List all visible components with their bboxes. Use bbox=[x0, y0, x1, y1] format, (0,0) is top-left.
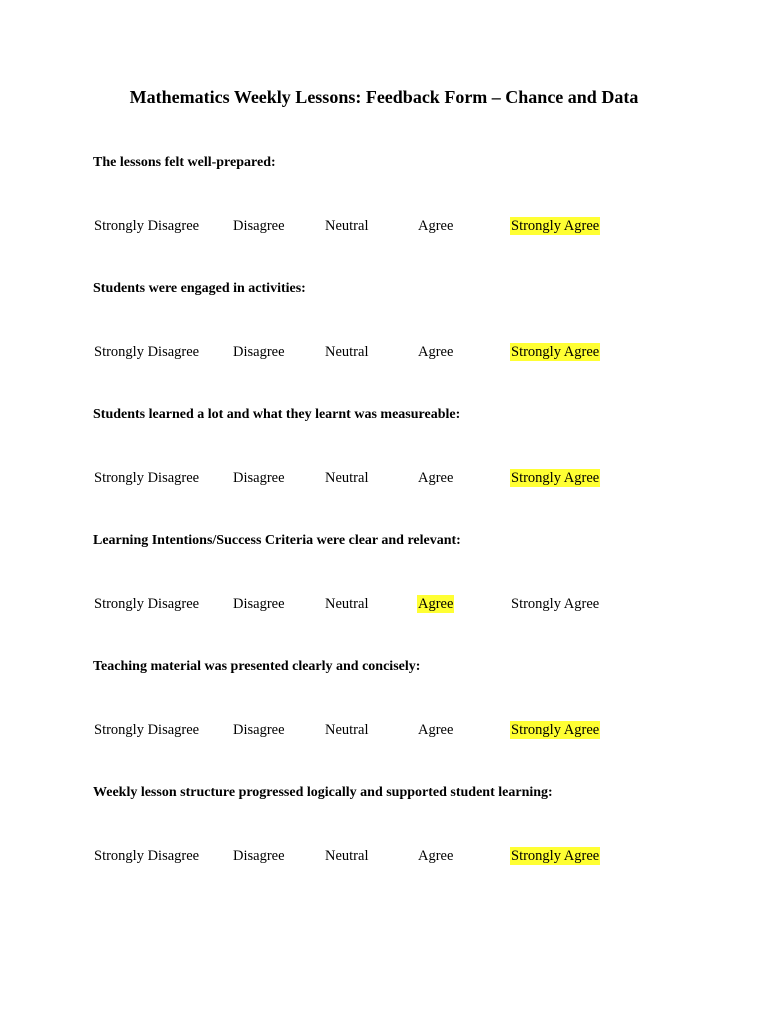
option-strongly-disagree[interactable]: Strongly Disagree bbox=[94, 848, 200, 864]
rating-scale bbox=[93, 595, 733, 615]
question-2 bbox=[93, 280, 733, 363]
option-neutral[interactable]: Neutral bbox=[325, 218, 369, 234]
option-agree[interactable]: Agree bbox=[418, 218, 454, 234]
option-disagree[interactable]: Disagree bbox=[233, 848, 285, 864]
option-strongly-disagree[interactable]: Strongly Disagree bbox=[94, 722, 200, 738]
option-disagree[interactable]: Disagree bbox=[233, 722, 285, 738]
question-label: The lessons felt well-prepared: bbox=[93, 155, 276, 170]
question-label: Students learned a lot and what they learnt was measureable: bbox=[93, 407, 461, 422]
rating-scale bbox=[93, 217, 733, 237]
option-disagree[interactable]: Disagree bbox=[233, 596, 285, 612]
option-agree[interactable]: Agree bbox=[418, 470, 454, 486]
option-strongly-agree[interactable]: Strongly Agree bbox=[511, 470, 600, 486]
option-disagree[interactable]: Disagree bbox=[233, 470, 285, 486]
rating-scale bbox=[93, 469, 733, 489]
option-strongly-agree[interactable]: Strongly Agree bbox=[511, 722, 600, 738]
option-disagree[interactable]: Disagree bbox=[233, 344, 285, 360]
rating-scale bbox=[93, 847, 733, 867]
question-label: Teaching material was presented clearly and concisely: bbox=[93, 659, 421, 674]
rating-scale bbox=[93, 343, 733, 363]
option-strongly-disagree[interactable]: Strongly Disagree bbox=[94, 596, 200, 612]
question-label: Students were engaged in activities: bbox=[93, 281, 306, 296]
option-agree[interactable]: Agree bbox=[418, 344, 454, 360]
question-3 bbox=[93, 406, 733, 489]
question-label: Learning Intentions/Success Criteria were clear and relevant: bbox=[93, 533, 461, 548]
option-strongly-disagree[interactable]: Strongly Disagree bbox=[94, 344, 200, 360]
option-neutral[interactable]: Neutral bbox=[325, 344, 369, 360]
question-label: Weekly lesson structure progressed logically and supported student learning: bbox=[93, 785, 553, 800]
option-neutral[interactable]: Neutral bbox=[325, 848, 369, 864]
option-strongly-agree[interactable]: Strongly Agree bbox=[511, 848, 600, 864]
option-agree[interactable]: Agree bbox=[418, 596, 454, 612]
option-disagree[interactable]: Disagree bbox=[233, 218, 285, 234]
option-strongly-agree[interactable]: Strongly Agree bbox=[511, 596, 600, 612]
question-4 bbox=[93, 532, 733, 615]
option-strongly-agree[interactable]: Strongly Agree bbox=[511, 218, 600, 234]
rating-scale bbox=[93, 721, 733, 741]
document-title: Mathematics Weekly Lessons: Feedback Form – Chance and Data bbox=[129, 87, 639, 107]
question-1 bbox=[93, 154, 733, 237]
option-neutral[interactable]: Neutral bbox=[325, 470, 369, 486]
option-strongly-agree[interactable]: Strongly Agree bbox=[511, 344, 600, 360]
option-agree[interactable]: Agree bbox=[418, 848, 454, 864]
question-6 bbox=[93, 784, 733, 867]
option-neutral[interactable]: Neutral bbox=[325, 596, 369, 612]
option-strongly-disagree[interactable]: Strongly Disagree bbox=[94, 470, 200, 486]
option-agree[interactable]: Agree bbox=[418, 722, 454, 738]
question-5 bbox=[93, 658, 733, 741]
option-neutral[interactable]: Neutral bbox=[325, 722, 369, 738]
option-strongly-disagree[interactable]: Strongly Disagree bbox=[94, 218, 200, 234]
